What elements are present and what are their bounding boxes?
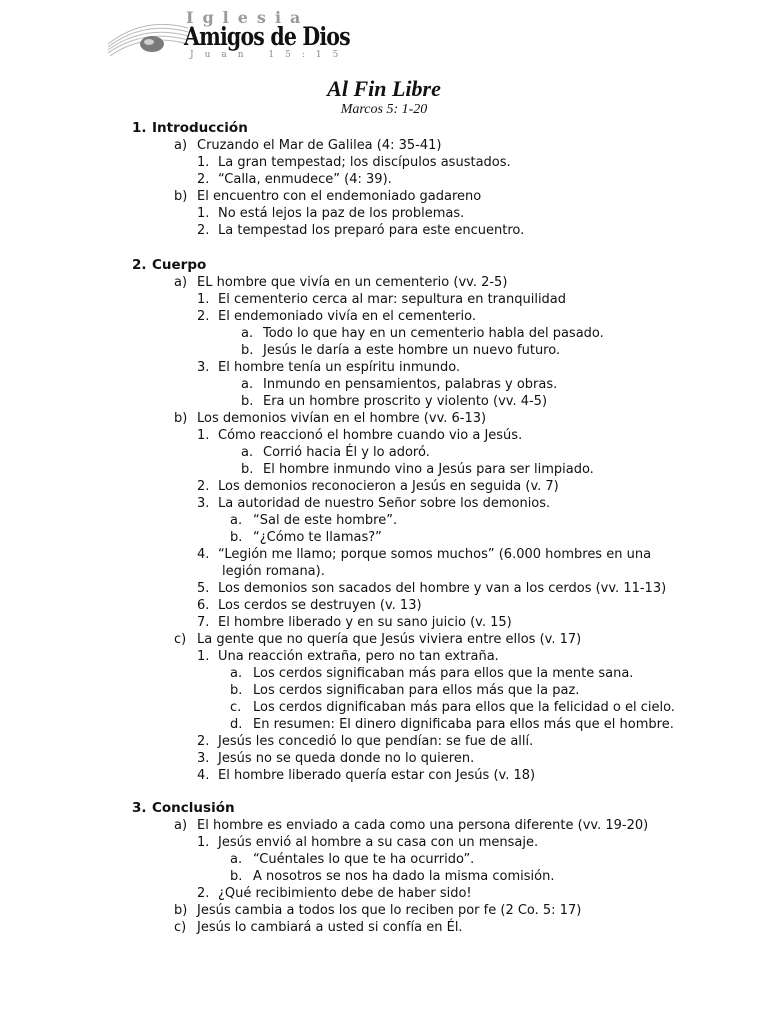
outline-marker: 4. — [197, 547, 210, 562]
outline-marker: 2. — [197, 172, 210, 187]
outline-text: Los demonios vivían en el hombre (vv. 6-13) — [197, 411, 487, 426]
outline-marker: a. — [230, 513, 243, 528]
outline-text: Jesús no se queda donde no lo quieren. — [218, 751, 475, 766]
outline-marker: 3. — [197, 496, 210, 511]
outline-text: Todo lo que hay en un cementerio habla del pasado. — [263, 326, 604, 341]
outline-marker: 4. — [197, 768, 210, 783]
outline-text: Los demonios reconocieron a Jesús en seguida (v. 7) — [218, 479, 559, 494]
church-logo — [104, 8, 350, 68]
outline-text: El endemoniado vivía en el cementerio. — [218, 309, 476, 324]
outline-marker: c) — [174, 920, 187, 935]
outline-text: “¿Cómo te llamas?” — [253, 530, 382, 545]
outline-text: “Calla, enmudece” (4: 39). — [218, 172, 392, 187]
outline-text: No está lejos la paz de los problemas. — [218, 206, 465, 221]
outline-marker: d. — [230, 717, 243, 732]
outline-text: El hombre liberado quería estar con Jesús (v. 18) — [218, 768, 536, 783]
outline-text: El hombre liberado y en su sano juicio (v. 15) — [218, 615, 512, 630]
outline-marker: 6. — [197, 598, 210, 613]
outline-text: Jesús lo cambiará a usted si confía en Él. — [197, 920, 463, 935]
page-title: Al Fin Libre — [327, 76, 441, 101]
outline-marker: 1. — [197, 292, 210, 307]
outline-text: La gran tempestad; los discípulos asustados. — [218, 155, 511, 170]
outline-text: Conclusión — [152, 800, 235, 816]
outline-text: El cementerio cerca al mar: sepultura en tranquilidad — [218, 292, 567, 307]
outline-text: Los cerdos se destruyen (v. 13) — [218, 598, 422, 613]
page-subtitle: Marcos 5: 1-20 — [340, 102, 428, 117]
outline-marker: 1. — [197, 428, 210, 443]
outline-text: “Cuéntales lo que te ha ocurrido”. — [253, 852, 475, 867]
outline-marker: 3. — [197, 360, 210, 375]
outline-marker: b. — [230, 683, 243, 698]
outline-text: Los cerdos significaban más para ellos que la mente sana. — [253, 666, 634, 681]
outline-text: EL hombre que vivía en un cementerio (vv. 2-5) — [197, 275, 508, 290]
outline-text: El hombre inmundo vino a Jesús para ser limpiado. — [263, 462, 594, 477]
outline-text: Los cerdos significaban para ellos más que la paz. — [253, 683, 580, 698]
logo-reference-text: Juan 15:15 — [190, 50, 350, 60]
outline-marker: b) — [174, 189, 188, 204]
outline-text: Jesús les concedió lo que pendían: se fue de allí. — [218, 734, 534, 749]
outline-marker: b. — [241, 462, 254, 477]
outline-marker: a) — [174, 818, 188, 833]
outline-text: Era un hombre proscrito y violento (vv. 4-5) — [263, 394, 548, 409]
outline-marker: 2. — [197, 479, 210, 494]
outline-text: “Sal de este hombre”. — [253, 513, 398, 528]
outline-marker: 3. — [197, 751, 210, 766]
outline-text: Una reacción extraña, pero no tan extraña. — [218, 649, 499, 664]
outline-text: Cuerpo — [152, 257, 207, 273]
outline-marker: 1. — [197, 649, 210, 664]
outline-text: Introducción — [152, 120, 248, 136]
outline-marker: 3. — [132, 800, 147, 816]
outline-text: ¿Qué recibimiento debe de haber sido! — [218, 886, 472, 901]
outline-marker: c. — [230, 700, 242, 715]
outline-text: A nosotros se nos ha dado la misma comisión. — [253, 869, 555, 884]
outline-marker: b. — [241, 394, 254, 409]
outline-marker: b. — [230, 869, 243, 884]
logo-main-text: Amigos de Dios — [184, 22, 350, 51]
outline-marker: a) — [174, 138, 188, 153]
outline-marker: a. — [241, 445, 254, 460]
outline-marker: b. — [230, 530, 243, 545]
outline-text: El hombre tenía un espíritu inmundo. — [218, 360, 461, 375]
outline-text: Jesús cambia a todos los que lo reciben por fe (2 Co. 5: 17) — [197, 903, 582, 918]
outline-marker: 5. — [197, 581, 210, 596]
outline-marker: a. — [230, 852, 243, 867]
outline-marker: 2. — [132, 257, 147, 273]
outline-marker: 1. — [197, 155, 210, 170]
outline-text: Corrió hacia Él y lo adoró. — [263, 445, 430, 460]
outline-text: Los demonios son sacados del hombre y van a los cerdos (vv. 11-13) — [218, 581, 667, 596]
logo-top-text: Iglesia — [186, 8, 310, 27]
outline-marker: 1. — [132, 120, 147, 136]
outline-marker: 1. — [197, 206, 210, 221]
outline-marker: 7. — [197, 615, 210, 630]
globe-emblem-icon — [104, 14, 190, 60]
outline-text: legión romana). — [222, 564, 325, 579]
outline-text: La autoridad de nuestro Señor sobre los demonios. — [218, 496, 551, 511]
outline-marker: a) — [174, 275, 188, 290]
outline-text: La gente que no quería que Jesús viviera entre ellos (v. 17) — [197, 632, 582, 647]
outline-marker: c) — [174, 632, 187, 647]
outline-text: Inmundo en pensamientos, palabras y obras. — [263, 377, 558, 392]
outline-marker: 2. — [197, 223, 210, 238]
outline-marker: 2. — [197, 886, 210, 901]
outline-text: La tempestad los preparó para este encuentro. — [218, 223, 525, 238]
outline-marker: 1. — [197, 835, 210, 850]
outline-text: El encuentro con el endemoniado gadareno — [197, 189, 482, 204]
outline-marker: b) — [174, 411, 188, 426]
outline-text: El hombre es enviado a cada como una persona diferente (vv. 19-20) — [197, 818, 649, 833]
outline-text: Jesús le daría a este hombre un nuevo futuro. — [263, 343, 561, 358]
outline-marker: b. — [241, 343, 254, 358]
outline-marker: 2. — [197, 734, 210, 749]
outline-text: “Legión me llamo; porque somos muchos” (6.000 hombres en una — [218, 547, 652, 562]
outline-marker: a. — [230, 666, 243, 681]
outline-marker: a. — [241, 377, 254, 392]
outline-text: En resumen: El dinero dignificaba para ellos más que el hombre. — [253, 717, 674, 732]
outline-marker: a. — [241, 326, 254, 341]
outline-text: Jesús envió al hombre a su casa con un mensaje. — [218, 835, 539, 850]
outline-text: Cruzando el Mar de Galilea (4: 35-41) — [197, 138, 442, 153]
outline-marker: b) — [174, 903, 188, 918]
outline-text: Cómo reaccionó el hombre cuando vio a Jesús. — [218, 428, 523, 443]
outline-marker: 2. — [197, 309, 210, 324]
outline-text: Los cerdos dignificaban más para ellos que la felicidad o el cielo. — [253, 700, 675, 715]
